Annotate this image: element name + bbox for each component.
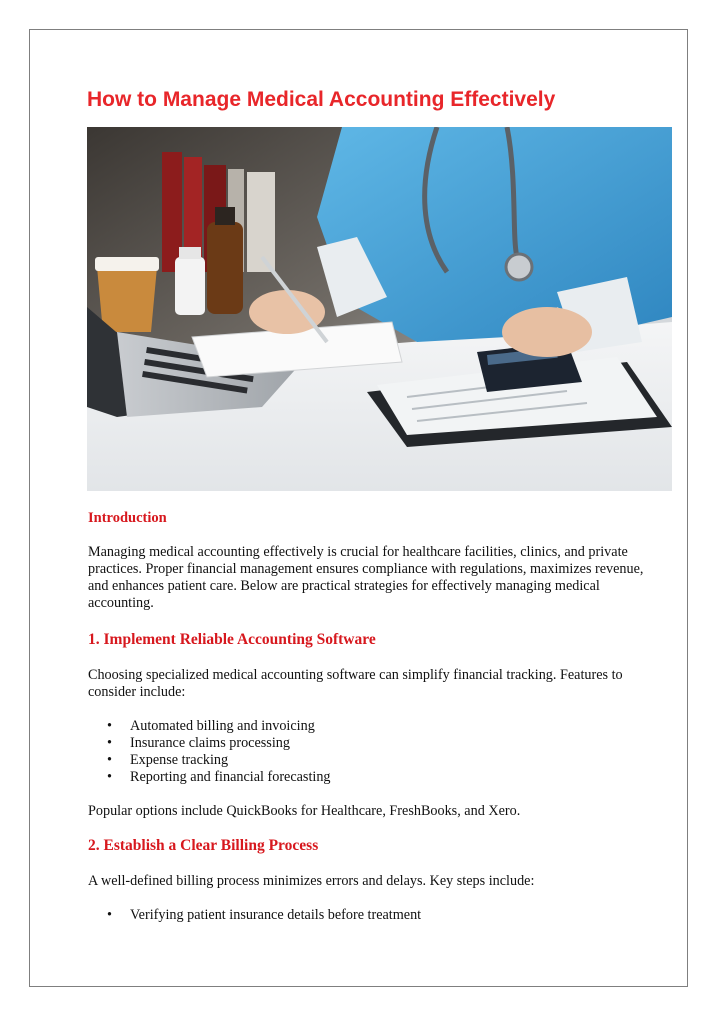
- list-item-text: Verifying patient insurance details before treatment: [130, 907, 422, 923]
- bullet-icon: •: [107, 718, 112, 734]
- bullet-icon: •: [107, 735, 112, 751]
- introduction-paragraph: Managing medical accounting effectively is crucial for healthcare facilities, clinics, and private practices. Proper financial management ensures compliance with regulations, maximizes revenue, and enhances patient care. Below are practical strategies for effectively managing medical accounting.: [88, 544, 644, 611]
- popular-options-paragraph: Popular options include QuickBooks for Healthcare, FreshBooks, and Xero.: [88, 803, 521, 819]
- software-features-list: [88, 718, 648, 786]
- list-item-text: Automated billing and invoicing: [130, 718, 315, 734]
- bullet-icon: •: [107, 752, 112, 768]
- hero-image: [87, 127, 672, 491]
- list-item: [88, 907, 648, 924]
- list-item-text: Insurance claims processing: [130, 735, 290, 751]
- billing-steps-list: [88, 907, 648, 924]
- list-item: [88, 769, 648, 786]
- list-item: [88, 718, 648, 735]
- billing-process-intro: A well-defined billing process minimizes errors and delays. Key steps include:: [88, 873, 535, 889]
- list-item-text: Expense tracking: [130, 752, 229, 768]
- list-item: [88, 752, 648, 769]
- document-title: How to Manage Medical Accounting Effectively: [87, 88, 556, 111]
- accounting-software-intro: Choosing specialized medical accounting software can simplify financial tracking. Features to consider include:: [88, 667, 623, 700]
- section-heading-introduction: Introduction: [88, 510, 167, 526]
- list-item-text: Reporting and financial forecasting: [130, 769, 331, 785]
- section-heading-billing-process: 2. Establish a Clear Billing Process: [88, 837, 319, 854]
- document-body: [88, 510, 648, 924]
- bullet-icon: •: [107, 907, 112, 923]
- bullet-icon: •: [107, 769, 112, 785]
- list-item: [88, 735, 648, 752]
- section-heading-accounting-software: 1. Implement Reliable Accounting Software: [88, 631, 376, 648]
